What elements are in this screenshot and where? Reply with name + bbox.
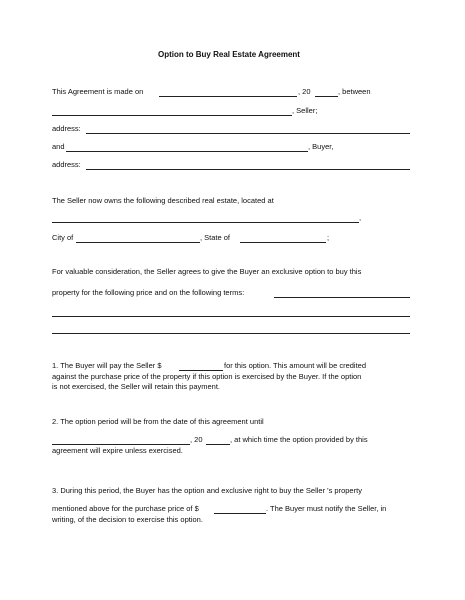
clause3-line2b: . The Buyer must notify the Seller, in	[266, 504, 387, 513]
option-end-year-line	[206, 444, 230, 445]
buyer-address-line	[86, 169, 410, 170]
clause2-year-label: , 20	[190, 435, 203, 444]
clause2-line1: 2. The option period will be from the date of this agreement until	[52, 417, 264, 426]
purchase-price-line	[214, 513, 266, 514]
clause1-line1a: 1. The Buyer will pay the Seller $	[52, 361, 162, 370]
seller-address-line	[86, 133, 410, 134]
seller-name-line	[52, 115, 292, 116]
consideration-text-line2: property for the following price and on the following terms:	[52, 288, 245, 297]
buyer-address-label: address:	[52, 160, 81, 169]
agreement-date-line	[159, 96, 297, 97]
state-label: , State of	[200, 233, 231, 242]
clause2-line3: agreement will expire unless exercised.	[52, 446, 183, 455]
option-fee-line	[179, 370, 223, 371]
buyer-name-line	[66, 151, 308, 152]
consideration-text-line1: For valuable consideration, the Seller agrees to give the Buyer an exclusive option to buy this	[52, 267, 362, 276]
clause1-line1b: for this option. This amount will be credited	[224, 361, 367, 370]
made-on-label: This Agreement is made on	[52, 87, 144, 96]
city-label: City of	[52, 233, 74, 242]
year-prefix-label: , 20	[298, 87, 311, 96]
agreement-year-line	[315, 96, 338, 97]
seller-label: , Seller;	[292, 106, 318, 115]
clause1-line2: against the purchase price of the property if this option is exercised by the Buyer. If the option	[52, 372, 362, 381]
property-comma: ,	[359, 213, 362, 222]
city-line	[76, 242, 200, 243]
document-title: Option to Buy Real Estate Agreement	[158, 50, 300, 59]
terms-line-3	[52, 333, 410, 334]
state-line	[240, 242, 326, 243]
terms-line-2	[52, 316, 410, 317]
between-label: , between	[338, 87, 371, 96]
seller-address-label: address:	[52, 124, 81, 133]
state-semicolon: ;	[327, 233, 330, 242]
terms-line-1	[274, 297, 410, 298]
property-description-label: The Seller now owns the following described real estate, located at	[52, 196, 274, 205]
clause2-expiry-text: , at which time the option provided by this	[230, 435, 368, 444]
clause1-line3: is not exercised, the Seller will retain this payment.	[52, 382, 220, 391]
clause3-line3: writing, of the decision to exercise this option.	[52, 515, 203, 524]
clause3-line1: 3. During this period, the Buyer has the option and exclusive right to buy the Seller 's property	[52, 486, 362, 495]
property-location-line	[52, 222, 359, 223]
buyer-label: , Buyer,	[308, 142, 334, 151]
clause3-line2a: mentioned above for the purchase price of $	[52, 504, 199, 513]
option-end-date-line	[52, 444, 190, 445]
and-label: and	[52, 142, 65, 151]
